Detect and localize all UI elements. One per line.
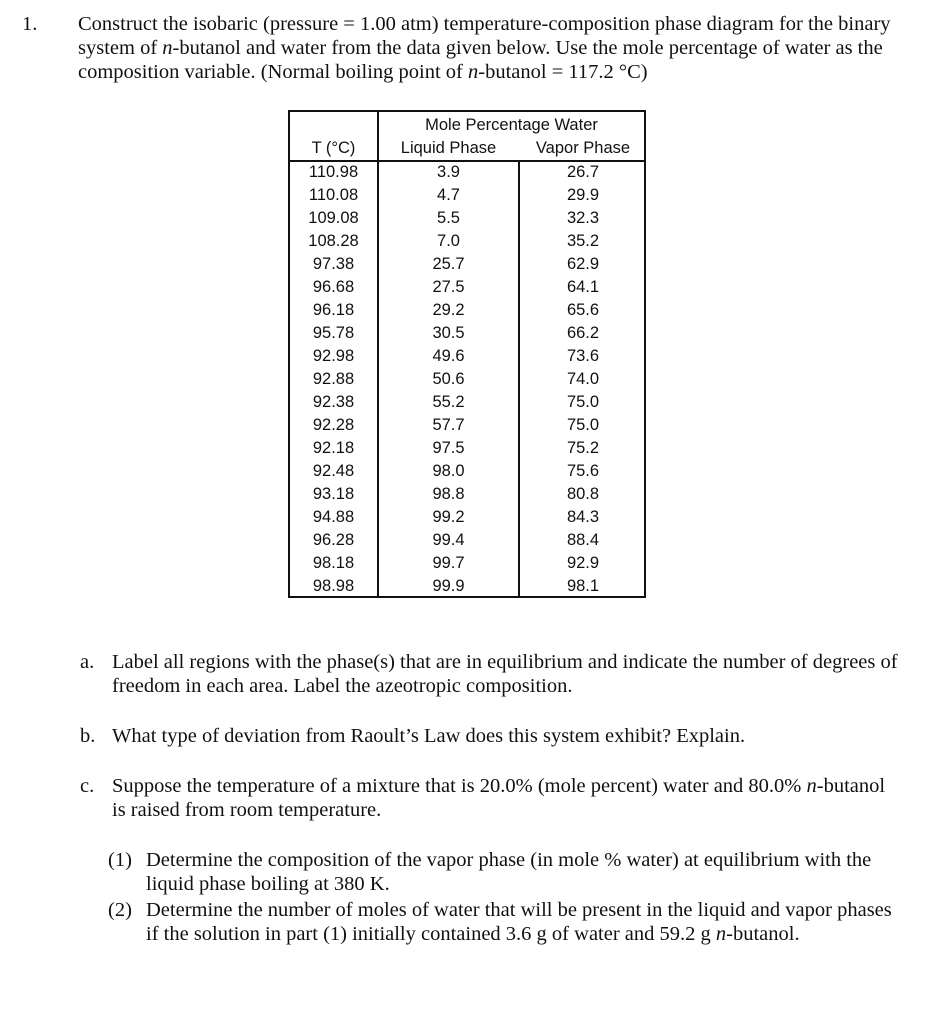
cell-liquid: 50.6	[432, 370, 465, 388]
subpart-label: (1)	[108, 849, 132, 871]
cell-vapor: 62.9	[566, 255, 600, 273]
table-row	[290, 577, 644, 600]
cell-vapor: 29.9	[566, 186, 600, 204]
cell-liquid: 30.5	[432, 324, 465, 342]
cell-vapor: 98.1	[566, 577, 600, 595]
cell-temperature: 110.08	[308, 186, 359, 204]
cell-liquid: 98.8	[432, 485, 465, 503]
header-divider	[290, 160, 644, 162]
cell-liquid: 99.7	[432, 554, 465, 572]
question-text: Construct the isobaric (pressure = 1.00 atm) temperature-composition phase diagram for the binary system of n-butanol and water from the data given below. Use the mole percentage of water as the composition variable. (Normal boiling point of n-butanol = 117.2 °C)	[78, 13, 891, 83]
cell-liquid: 5.5	[437, 209, 460, 227]
cell-vapor: 66.2	[566, 324, 600, 342]
cell-temperature: 95.78	[312, 324, 355, 342]
part-text: Label all regions with the phase(s) that are in equilibrium and indicate the number of degrees of freedom in each area. Label the azeotropic composition.	[112, 651, 898, 697]
column-header-vapor: Vapor Phase	[535, 139, 631, 157]
table-row	[290, 416, 644, 439]
cell-temperature: 92.18	[312, 439, 355, 457]
part-c	[80, 774, 900, 822]
cell-vapor: 80.8	[566, 485, 600, 503]
data-table	[288, 110, 646, 598]
cell-vapor: 32.3	[566, 209, 600, 227]
cell-temperature: 108.28	[308, 232, 359, 250]
question-1	[22, 12, 922, 84]
table-row	[290, 209, 644, 232]
part-c-2	[108, 898, 898, 946]
cell-vapor: 75.0	[566, 393, 600, 411]
table-row	[290, 347, 644, 370]
cell-vapor: 73.6	[566, 347, 600, 365]
table-row	[290, 163, 644, 186]
cell-vapor: 35.2	[566, 232, 600, 250]
table-row	[290, 301, 644, 324]
cell-liquid: 99.2	[432, 508, 465, 526]
cell-temperature: 97.38	[312, 255, 355, 273]
part-text: Suppose the temperature of a mixture that is 20.0% (mole percent) water and 80.0% n-butanol is raised from room temperature.	[112, 775, 886, 821]
cell-temperature: 92.28	[312, 416, 355, 434]
cell-liquid: 99.9	[432, 577, 465, 595]
table-row	[290, 439, 644, 462]
cell-liquid: 97.5	[432, 439, 465, 457]
cell-vapor: 26.7	[566, 163, 600, 181]
subpart-label: (2)	[108, 899, 132, 921]
cell-temperature: 94.88	[312, 508, 355, 526]
part-label: c.	[80, 775, 95, 797]
cell-liquid: 4.7	[437, 186, 460, 204]
table-row	[290, 324, 644, 347]
cell-vapor: 92.9	[566, 554, 600, 572]
part-label: b.	[80, 725, 96, 747]
cell-vapor: 75.2	[566, 439, 600, 457]
subpart-text: Determine the composition of the vapor phase (in mole % water) at equilibrium with the liquid phase boiling at 380 K.	[146, 849, 872, 895]
cell-liquid: 98.0	[432, 462, 465, 480]
cell-temperature: 92.98	[312, 347, 355, 365]
cell-vapor: 84.3	[566, 508, 600, 526]
cell-temperature: 110.98	[308, 163, 359, 181]
table-row	[290, 255, 644, 278]
table-row	[290, 554, 644, 577]
table-row	[290, 462, 644, 485]
table-row	[290, 278, 644, 301]
part-a	[80, 650, 900, 698]
question-number: 1.	[22, 13, 38, 35]
table-row	[290, 393, 644, 416]
cell-liquid: 7.0	[437, 232, 460, 250]
cell-temperature: 92.38	[312, 393, 355, 411]
column-header-liquid: Liquid Phase	[400, 139, 497, 157]
cell-temperature: 92.88	[312, 370, 355, 388]
part-text: What type of deviation from Raoult’s Law does this system exhibit? Explain.	[112, 725, 746, 747]
cell-temperature: 109.08	[308, 209, 359, 227]
table-row	[290, 370, 644, 393]
cell-vapor: 88.4	[566, 531, 600, 549]
cell-vapor: 65.6	[566, 301, 600, 319]
table-row	[290, 186, 644, 209]
group-header: Mole Percentage Water	[425, 116, 598, 134]
cell-liquid: 57.7	[432, 416, 465, 434]
cell-temperature: 96.68	[312, 278, 355, 296]
cell-vapor: 74.0	[566, 370, 600, 388]
table-row	[290, 485, 644, 508]
cell-temperature: 92.48	[312, 462, 355, 480]
cell-liquid: 99.4	[432, 531, 465, 549]
subpart-text: Determine the number of moles of water that will be present in the liquid and vapor phases if the solution in part (1) initially contained 3.6 g of water and 59.2 g n-butanol.	[146, 899, 892, 945]
cell-liquid: 49.6	[432, 347, 465, 365]
cell-liquid: 3.9	[437, 163, 460, 181]
cell-liquid: 29.2	[432, 301, 465, 319]
cell-vapor: 75.6	[566, 462, 600, 480]
cell-vapor: 64.1	[566, 278, 600, 296]
table-row	[290, 531, 644, 554]
cell-temperature: 98.18	[312, 554, 355, 572]
table-row	[290, 508, 644, 531]
cell-temperature: 98.98	[312, 577, 355, 595]
cell-liquid: 55.2	[432, 393, 465, 411]
part-c-1	[108, 848, 898, 896]
table-body	[290, 163, 644, 600]
cell-temperature: 96.18	[312, 301, 355, 319]
part-b	[80, 724, 900, 748]
cell-liquid: 27.5	[432, 278, 465, 296]
cell-temperature: 96.28	[312, 531, 355, 549]
column-header-temperature: T (°C)	[311, 139, 356, 157]
cell-vapor: 75.0	[566, 416, 600, 434]
table-row	[290, 232, 644, 255]
part-label: a.	[80, 651, 95, 673]
cell-temperature: 93.18	[312, 485, 355, 503]
cell-liquid: 25.7	[432, 255, 465, 273]
